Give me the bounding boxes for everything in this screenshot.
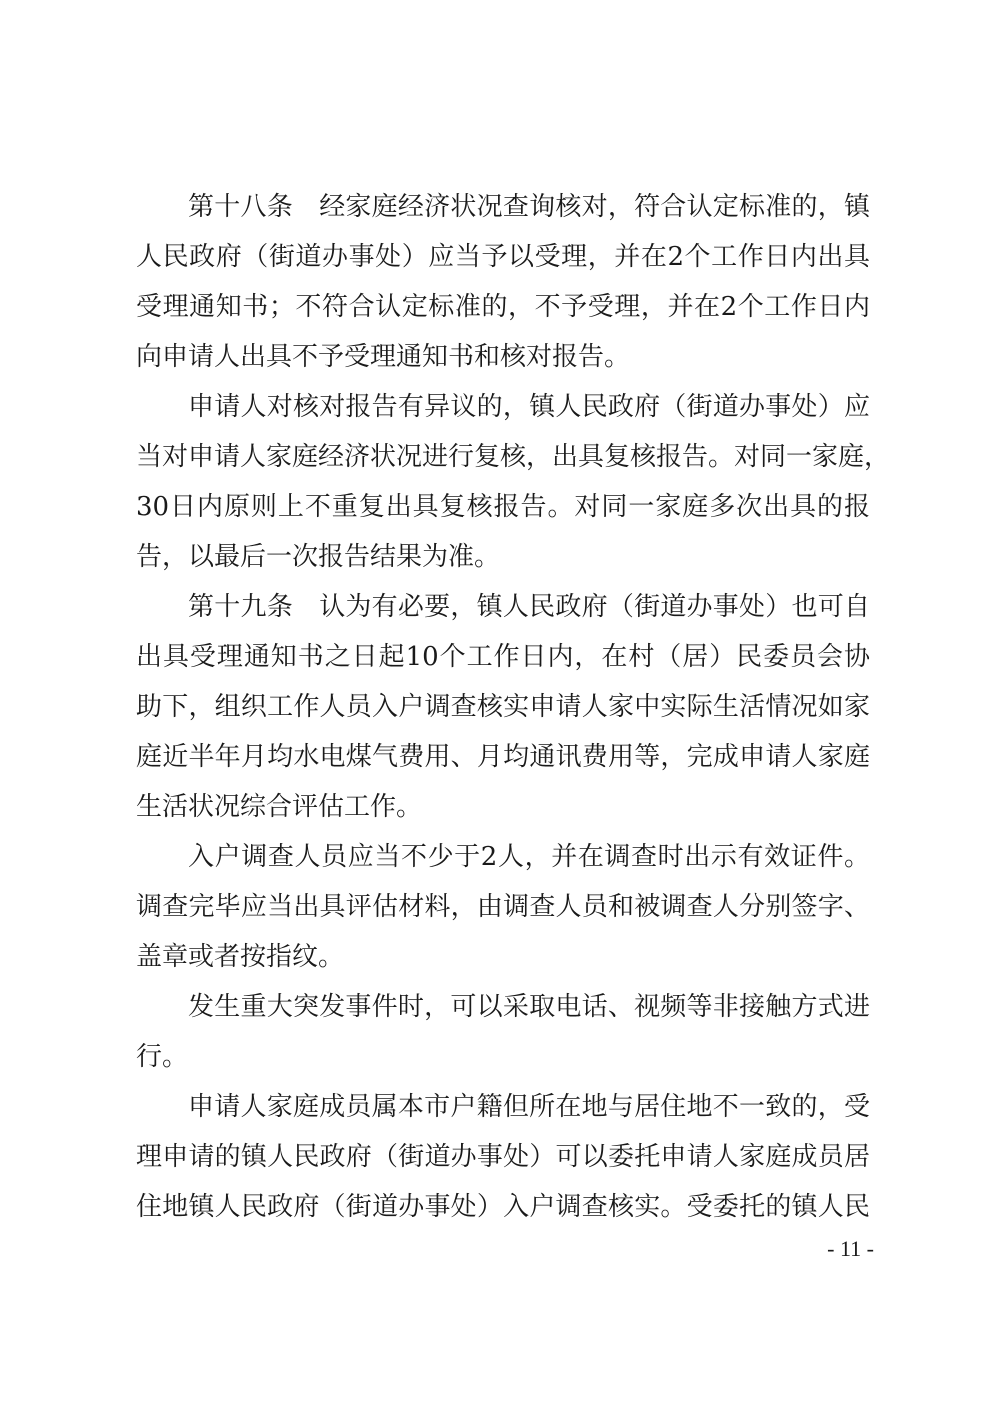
- article-19-line-4: 庭近半年月均水电煤气费用、月均通讯费用等，完成申请人家庭: [136, 742, 870, 772]
- article-18-line-4: 向申请人出具不予受理通知书和核对报告。: [136, 342, 631, 372]
- investigation-paragraph-line-3: 盖章或者按指纹。: [136, 942, 345, 972]
- residence-paragraph-line-1: 申请人家庭成员属本市户籍但所在地与居住地不一致的，受: [188, 1092, 870, 1122]
- article-18-line-2: 人民政府（街道办事处）应当予以受理，并在2个工作日内出具: [136, 242, 870, 272]
- investigation-paragraph-line-1: 入户调查人员应当不少于2人，并在调查时出示有效证件。: [188, 842, 870, 872]
- article-19-line-2: 出具受理通知书之日起10个工作日内，在村（居）民委员会协: [136, 642, 870, 672]
- emergency-paragraph-line-2: 行。: [136, 1042, 189, 1072]
- article-18-line-3: 受理通知书；不符合认定标准的，不予受理，并在2个工作日内: [136, 292, 870, 322]
- objection-paragraph-line-4: 告，以最后一次报告结果为准。: [136, 542, 501, 572]
- article-19-line-1: 第十九条 认为有必要，镇人民政府（街道办事处）也可自: [188, 592, 870, 622]
- residence-paragraph-line-2: 理申请的镇人民政府（街道办事处）可以委托申请人家庭成员居: [136, 1142, 870, 1172]
- residence-paragraph-line-3: 住地镇人民政府（街道办事处）入户调查核实。受委托的镇人民: [136, 1192, 870, 1222]
- article-18-line-1: 第十八条 经家庭经济状况查询核对，符合认定标准的，镇: [188, 192, 870, 222]
- objection-paragraph-line-2: 当对申请人家庭经济状况进行复核，出具复核报告。对同一家庭，: [136, 442, 891, 472]
- page-number: - 11 -: [827, 1236, 874, 1261]
- article-19-line-3: 助下，组织工作人员入户调查核实申请人家中实际生活情况如家: [136, 692, 870, 722]
- objection-paragraph-line-1: 申请人对核对报告有异议的，镇人民政府（街道办事处）应: [188, 392, 870, 422]
- investigation-paragraph-line-2: 调查完毕应当出具评估材料，由调查人员和被调查人分别签字、: [136, 892, 870, 922]
- objection-paragraph-line-3: 30日内原则上不重复出具复核报告。对同一家庭多次出具的报: [136, 492, 870, 522]
- emergency-paragraph-line-1: 发生重大突发事件时，可以采取电话、视频等非接触方式进: [188, 992, 870, 1022]
- article-19-line-5: 生活状况综合评估工作。: [136, 792, 423, 822]
